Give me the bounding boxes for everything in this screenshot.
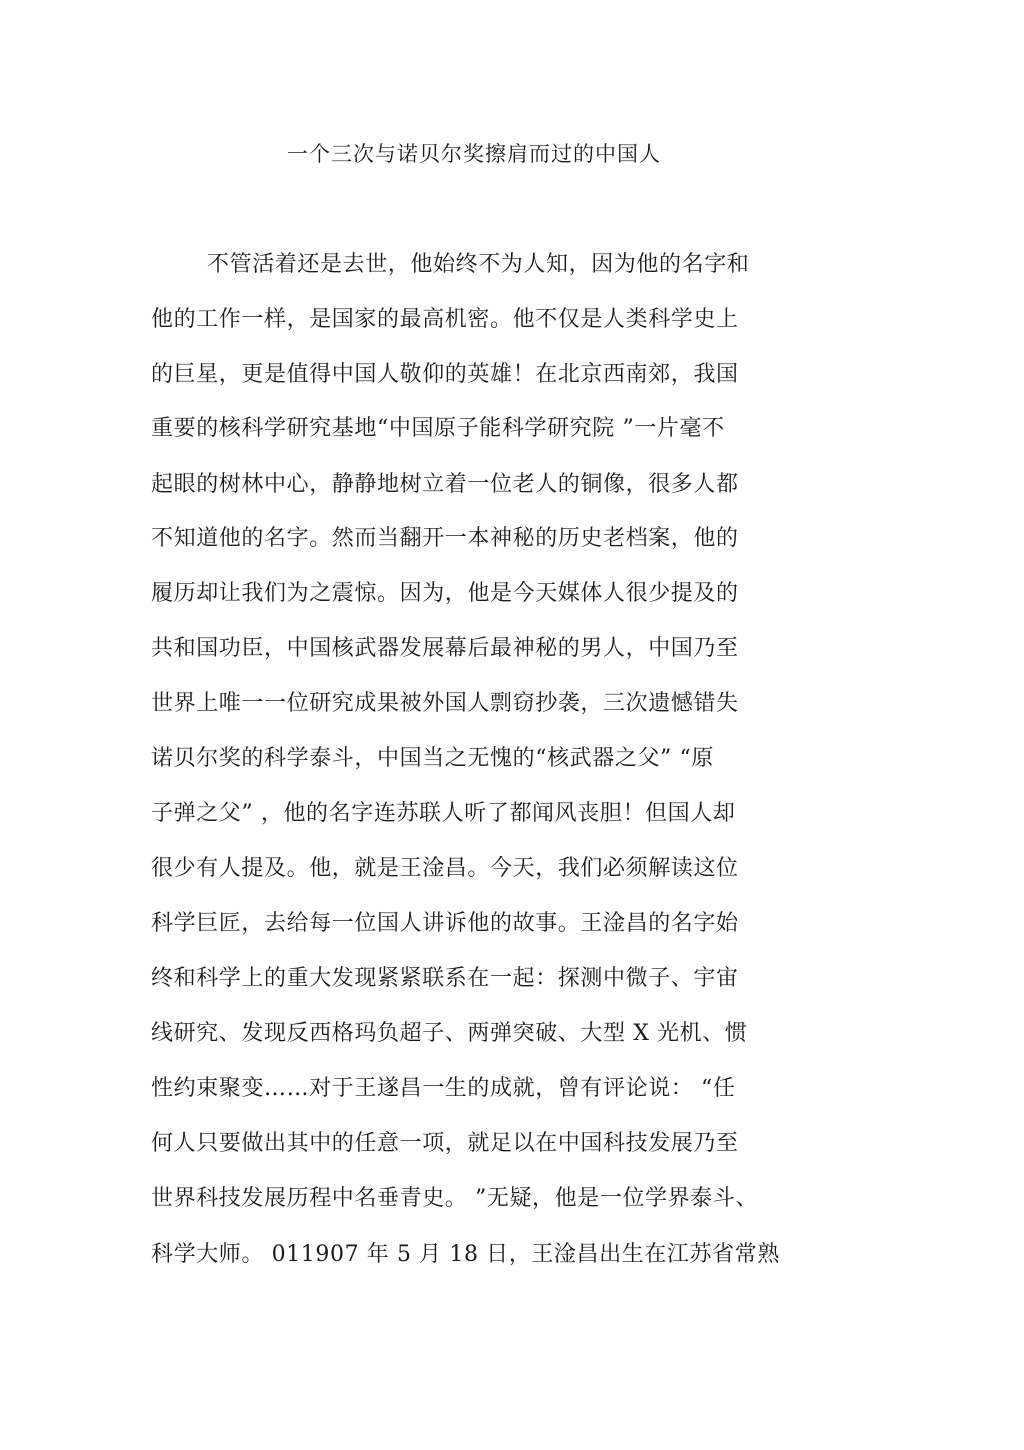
paragraph-line: 科学巨匠，去给每一位国人讲诉他的故事。王淦昌的名字始 <box>151 911 739 936</box>
paragraph-line: 性约束聚变……对于王遂昌一生的成就，曾有评论说： “任 <box>151 1076 736 1101</box>
paragraph-line: 科学大师。 011907 年 5 月 18 日，王淦昌出生在江苏省常熟 <box>151 1242 780 1267</box>
paragraph-line: 很少有人提及。他，就是王淦昌。今天，我们必须解读这位 <box>151 856 739 881</box>
paragraph-line: 履历却让我们为之震惊。因为，他是今天媒体人很少提及的 <box>151 581 739 606</box>
paragraph-line: 线研究、发现反西格玛负超子、两弹突破、大型 X 光机、惯 <box>151 1021 748 1046</box>
paragraph-line: 的巨星，更是值得中国人敬仰的英雄！在北京西南郊，我国 <box>151 362 739 387</box>
paragraph-line: 他的工作一样，是国家的最高机密。他不仅是人类科学史上 <box>151 307 739 332</box>
paragraph-line: 重要的核科学研究基地“中国原子能科学研究院 ”一片毫不 <box>151 416 725 441</box>
paragraph-line: 终和科学上的重大发现紧紧联系在一起：探测中微子、宇宙 <box>151 966 739 991</box>
paragraph-line: 子弹之父” ，他的名字连苏联人听了都闻风丧胆！但国人却 <box>151 801 736 826</box>
paragraph-line: 共和国功臣，中国核武器发展幕后最神秘的男人，中国乃至 <box>151 636 739 661</box>
paragraph-line: 起眼的树林中心，静静地树立着一位老人的铜像，很多人都 <box>151 472 739 497</box>
paragraph-line: 不管活着还是去世，他始终不为人知，因为他的名字和 <box>207 252 750 277</box>
paragraph-line: 不知道他的名字。然而当翻开一本神秘的历史老档案，他的 <box>151 526 739 551</box>
paragraph-line: 何人只要做出其中的任意一项，就足以在中国科技发展乃至 <box>151 1131 739 1156</box>
page-title: 一个三次与诺贝尔奖擦肩而过的中国人 <box>287 142 661 166</box>
paragraph-line: 诺贝尔奖的科学泰斗，中国当之无愧的“核武器之父” “原 <box>151 746 714 771</box>
paragraph-line: 世界上唯一一位研究成果被外国人剽窃抄袭，三次遗憾错失 <box>151 691 739 716</box>
paragraph-line: 世界科技发展历程中名垂青史。 ”无疑，他是一位学界泰斗、 <box>151 1186 759 1211</box>
